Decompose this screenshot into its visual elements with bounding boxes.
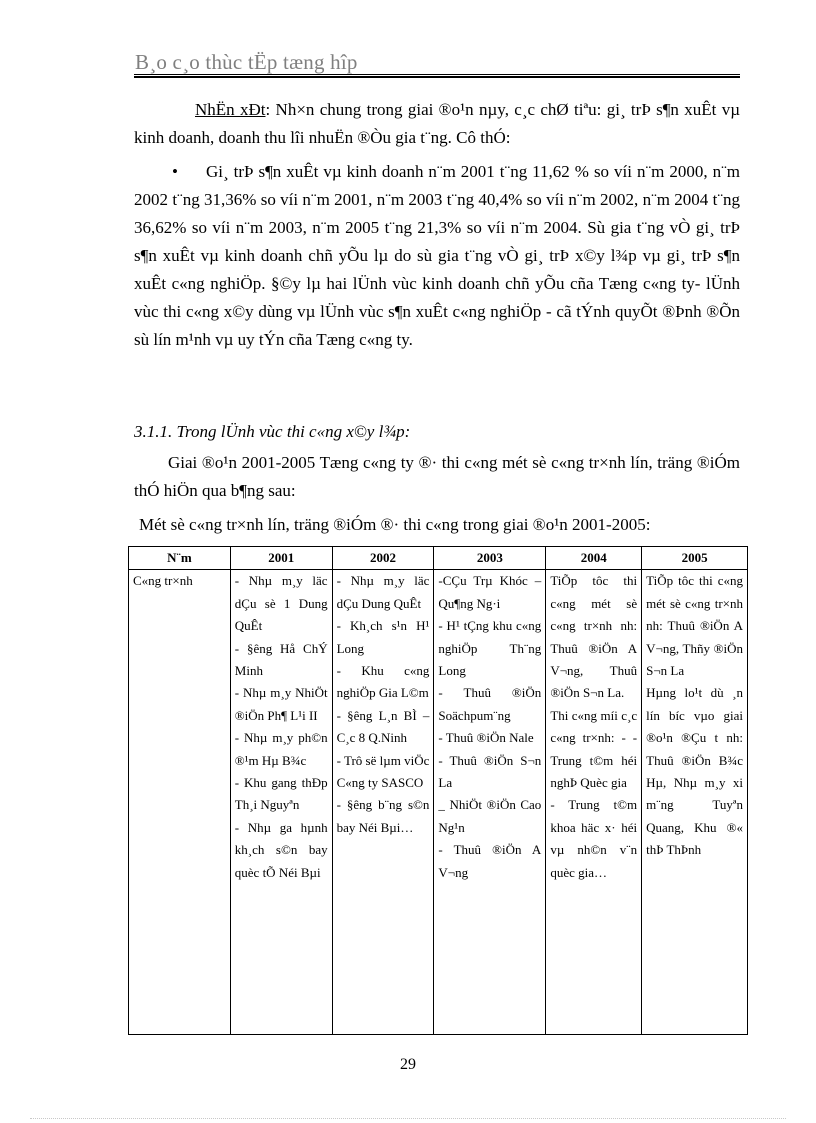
cell-item: - Thuû ®iÖn A V¬ng	[438, 842, 542, 880]
header-title: B¸o c¸o thùc tËp tæng hîp	[135, 50, 358, 74]
cell-item: - Nhµ m¸y läc dÇu sè 1 Dung QuÊt	[234, 573, 328, 634]
row-label: C«ng tr×nh	[129, 570, 231, 1035]
bullet-item	[134, 158, 740, 354]
cell-2002	[332, 570, 434, 1035]
cell-item: - H¹ tÇng khu c«ng nghiÖp Th¨ng Long	[438, 618, 542, 679]
cell-2004	[546, 570, 642, 1035]
page-number: 29	[400, 1056, 416, 1073]
section-subheading: 3.1.1. Trong lÜnh vùc thi c«ng x©y l¾p:	[134, 422, 411, 441]
header-2004: 2004	[546, 547, 642, 570]
bullet-text: Gi¸ trÞ s¶n xuÊt vµ kinh doanh n¨m 2001 t¨ng 11,62 % so víi n¨m 2000, n¨m 2002 t¨ng 31,36% so víi n¨m 2001, n¨m 2003 t¨ng 40,4% so víi n¨m 2002, n¨m 2004 t¨ng 36,62% so víi n¨m 2003, n¨m 2005 t¨ng 21,3% so víi n¨m 2004. Sù gia t¨ng vÒ gi¸ trÞ s¶n xuÊt vµ kinh doanh chñ yÕu lµ do sù gia t¨ng vÒ gi¸ trÞ x©y l¾p vµ gi¸ trÞ s¶n xuÊt c«ng nghiÖp. §©y lµ hai lÜnh vùc kinh doanh chñ yÕu cña Tæng c«ng ty- lÜnh vùc thi c«ng x©y dùng vµ lÜnh vùc s¶n xuÊt c«ng nghiÖp - cã tÝnh quyÕt ®Þnh ®Õn sù lín m¹nh vµ uy tÝn cña Tæng c«ng ty.	[134, 162, 740, 349]
table-header-row	[129, 547, 748, 570]
cell-item: - Khu gang thÐp Th¸i Nguyªn	[234, 775, 328, 813]
cell-2001	[230, 570, 332, 1035]
table-caption: Mét sè c«ng tr×nh lín, träng ®iÓm ®· thi c«ng trong giai ®o¹n 2001-2005:	[139, 515, 651, 534]
cell-item: _ NhiÖt ®iÖn Cao Ng¹n	[438, 797, 542, 835]
footer-dotted-rule	[30, 1118, 786, 1119]
header-2002: 2002	[332, 547, 434, 570]
cell-item: - Thuû ®iÖn S¬n La	[438, 752, 542, 791]
cell-item: - §êng L¸n BÌ – C¸c 8 Q.Ninh	[336, 707, 430, 746]
cell-item: - Khu c«ng nghiÖp Gia L©m	[336, 663, 430, 701]
projects-table	[128, 546, 748, 1035]
cell-item: - Thuû ®iÖn Nale	[438, 730, 534, 746]
remark-label: NhËn xÐt	[195, 100, 266, 119]
header-year: N¨m	[129, 547, 231, 570]
paragraph-remark	[134, 96, 740, 152]
cell-2003	[434, 570, 546, 1035]
cell-item: - Nhµ ga hµnh kh¸ch s©n bay quèc tÕ Néi Bµi	[234, 819, 328, 880]
cell-item: - Kh¸ch s¹n H¹ Long	[336, 618, 430, 656]
cell-item: Thi c«ng míi c¸c c«ng tr×nh: - - Trung t©m héi nghÞ Quèc gia	[550, 707, 638, 791]
header-2003: 2003	[434, 547, 546, 570]
page-header	[134, 50, 740, 78]
paragraph-intro: Giai ®o¹n 2001-2005 Tæng c«ng ty ®· thi c«ng mét sè c«ng tr×nh lín, träng ®iÓm thÓ hiÖn qua b¶ng sau:	[134, 453, 740, 500]
header-double-rule	[134, 74, 740, 78]
cell-item: - Nhµ m¸y läc dÇu Dung QuÊt	[336, 573, 430, 611]
bullet-dot-icon: •	[172, 162, 178, 181]
table-row	[129, 570, 748, 1035]
cell-item: - §êng Hå ChÝ Minh	[234, 640, 328, 679]
remark-text: : Nh×n chung trong giai ®o¹n nµy, c¸c chØ tiªu: gi¸ trÞ s¶n xuÊt vµ kinh doanh, doanh thu lîi nhuËn ®Òu gia t¨ng. Cô thÓ:	[134, 100, 740, 147]
cell-item: - Nhµ m¸y NhiÖt ®iÖn Ph¶ L¹i II	[234, 685, 328, 723]
cell-item: TiÕp tôc thi c«ng mét sè c«ng tr×nh nh: Thuû ®iÖn A V¬ng, Thñy ®iÖn S¬n La	[646, 573, 743, 679]
cell-item: - §êng b¨ng s©n bay Néi Bµi…	[336, 797, 430, 835]
cell-item: -CÇu Trµ Khóc – Qu¶ng Ng·i	[438, 573, 542, 611]
header-2001: 2001	[230, 547, 332, 570]
cell-2005	[642, 570, 748, 1035]
cell-item: - Trô së lµm viÖc C«ng ty SASCO	[336, 752, 430, 791]
cell-item: - Thuû ®iÖn Soächpum¨ng	[438, 685, 542, 723]
cell-item: Hµng lo¹t dù ¸n lín bíc vµo giai ®o¹n ®Çu t nh: Thuû ®iÖn B¾c Hµ, Nhµ m¸y xi m¨ng Tuyªn Quang, Khu ®« thÞ ThÞnh	[646, 685, 743, 858]
cell-item: - Trung t©m khoa häc x· héi vµ nh©n v¨n quèc gia…	[550, 797, 638, 880]
cell-item: TiÕp tôc thi c«ng mét sè c«ng tr×nh nh: Thuû ®iÖn A V¬ng, Thuû ®iÖn S¬n La.	[550, 573, 638, 701]
cell-item: - Nhµ m¸y ph©n ®¹m Hµ B¾c	[234, 730, 328, 768]
header-2005: 2005	[642, 547, 748, 570]
